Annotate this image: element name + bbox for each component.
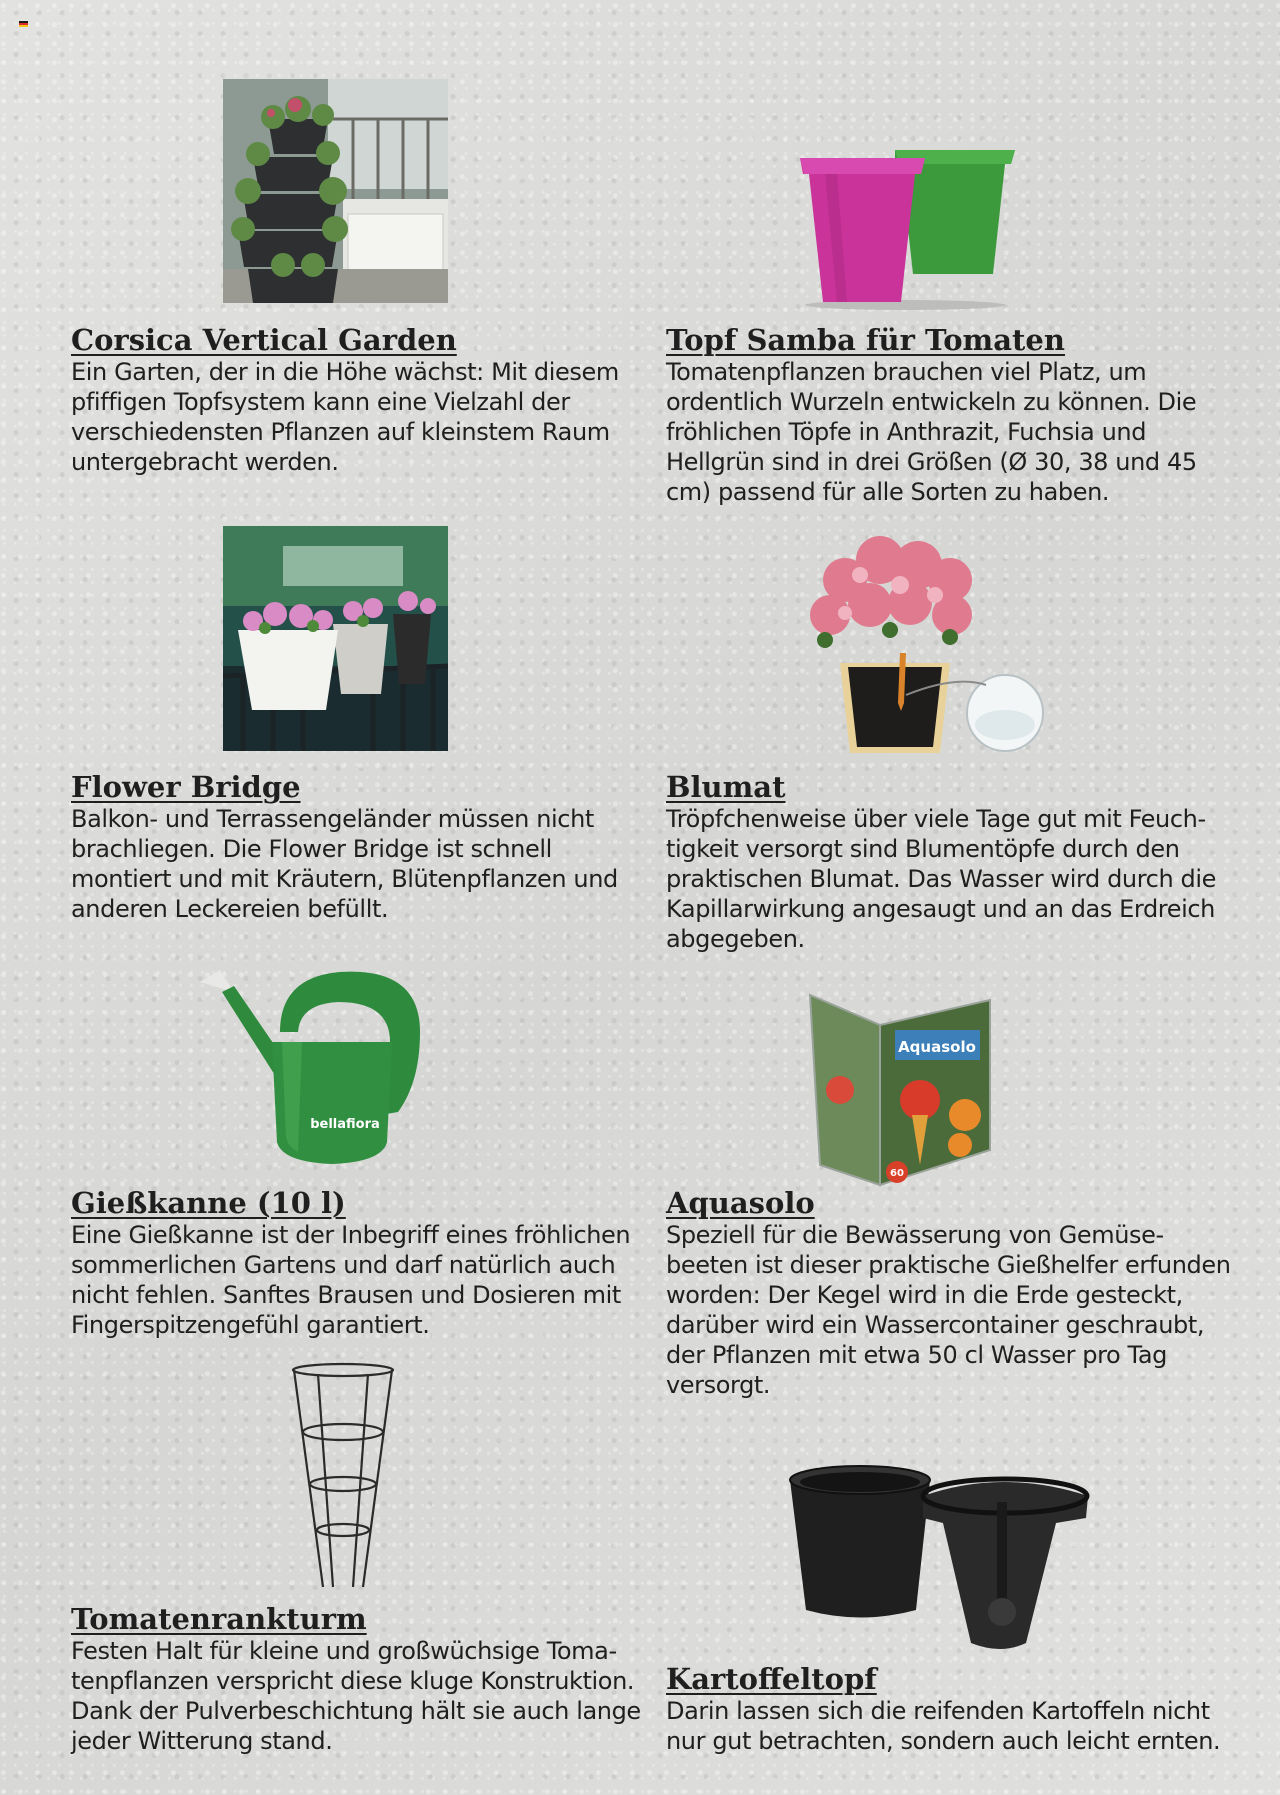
product-description: Speziell für die Bewässerung von Gemüsebeeten ist dieser praktische Gießhelfer erfunden worden: Der Kegel wird in die Erde gesteckt, darüber wird ein Wassercontainer geschraubt, der Pflanzen mit etwa 50 cl Wasser pro Tag versorgt. [666, 1221, 1231, 1399]
product-aquasolo [666, 1186, 1236, 1400]
product-corsica [71, 323, 641, 477]
flower-bridge-photo [223, 526, 448, 751]
potato-pot-image [785, 1462, 1095, 1657]
product-description: Ein Garten, der in die Höhe wächst: Mit diesem pfiffigen Topfsystem kann eine Vielzahl der verschiedensten Pflanzen auf kleinstem Raum untergebracht werden. [71, 358, 619, 476]
product-title: Topf Samba für Tomaten [666, 323, 1065, 357]
product-flowerbridge [71, 770, 641, 924]
aquasolo-box-image [800, 990, 1020, 1190]
tomato-cage-image [288, 1362, 398, 1590]
blumat-image [800, 535, 1050, 765]
product-title: Corsica Vertical Garden [71, 323, 457, 357]
product-description: Darin lassen sich die reifenden Kartoffeln nicht nur gut betrachten, sondern auch leicht ernten. [666, 1697, 1221, 1755]
product-title: Flower Bridge [71, 770, 301, 804]
can-brand-label: bellafiora [310, 1117, 380, 1132]
product-kartoffeltopf [666, 1662, 1236, 1756]
samba-pots-image [785, 140, 1015, 310]
product-title: Blumat [666, 770, 786, 804]
product-description: Eine Gießkanne ist der Inbegriff eines fröhlichen sommerlichen Gartens und darf natürlich auch nicht fehlen. Sanftes Brausen und Dosieren mit Fingerspitzengefühl garantiert. [71, 1221, 631, 1339]
product-description: Festen Halt für kleine und großwüchsige Tomatenpflanzen verspricht diese kluge Konstruktion. Dank der Pulverbeschichtung hält sie auch lange jeder Witterung stand. [71, 1637, 641, 1755]
box-brand-label: Aquasolo [898, 1038, 976, 1056]
product-title: Tomatenrankturm [71, 1602, 367, 1636]
watering-can-image [200, 962, 440, 1167]
product-title: Kartoffeltopf [666, 1662, 877, 1696]
product-description: Balkon- und Terrassengeländer müssen nicht brachliegen. Die Flower Bridge ist schnell montiert und mit Kräutern, Blütenpflanzen und anderen Leckereien befüllt. [71, 805, 618, 923]
product-blumat [666, 770, 1236, 954]
product-description: Tomatenpflanzen brauchen viel Platz, um ordentlich Wurzeln entwickeln zu können. Die fröhlichen Töpfe in Anthrazit, Fuchsia und Hellgrün sind in drei Größen (Ø 30, 38 und 45 cm) passend für alle Sorten zu haben. [666, 358, 1197, 506]
product-description: Tröpfchenweise über viele Tage gut mit Feuchtigkeit versorgt sind Blumentöpfe durch den praktischen Blumat. Das Wasser wird durch die Kapillarwirkung angesaugt und an das Erdreich abgegeben. [666, 805, 1216, 953]
box-badge-label: 60 [890, 1168, 904, 1179]
product-title: Aquasolo [666, 1186, 815, 1220]
product-rankturm [71, 1602, 641, 1756]
product-samba [666, 323, 1236, 507]
product-giesskanne [71, 1186, 641, 1340]
flag-marker [19, 21, 28, 27]
product-title: Gießkanne (10 l) [71, 1186, 346, 1220]
corsica-photo [223, 79, 448, 303]
